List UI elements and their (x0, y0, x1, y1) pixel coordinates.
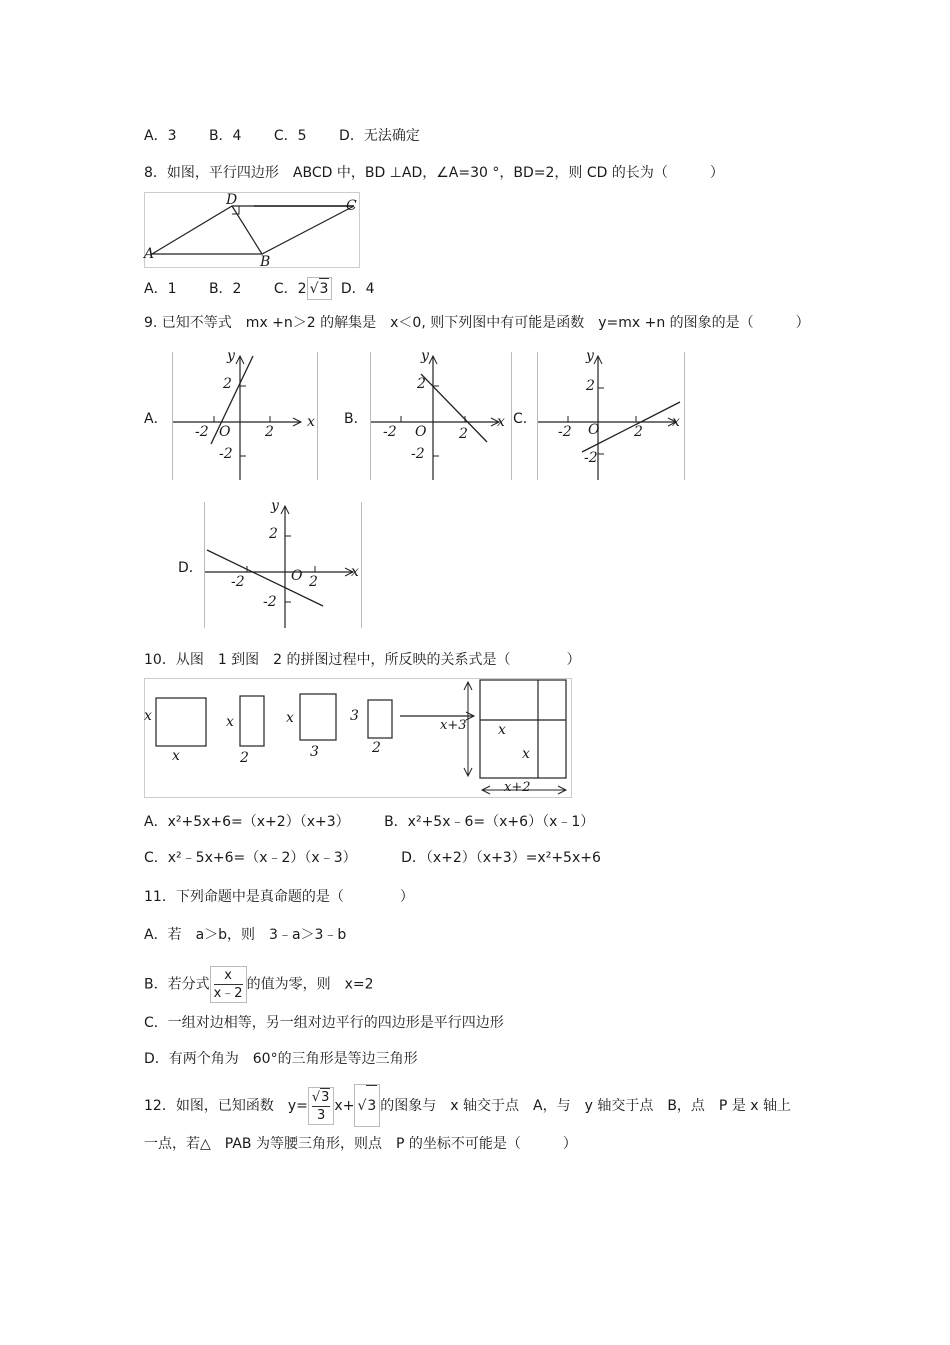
graph-a-line (211, 356, 253, 444)
q10-tiling-figure (144, 678, 572, 798)
point-a-label: A (144, 246, 155, 262)
q8-parallelogram-figure (144, 192, 360, 268)
q9-graph-a (172, 348, 318, 480)
rect1-side-label: x (226, 714, 234, 730)
q8-options (144, 277, 375, 300)
y-axis-label: y (227, 348, 235, 364)
graph-b-line (421, 374, 487, 442)
tick-x2-label: 2 (265, 424, 274, 440)
q7-option-c: C．5 (273, 128, 307, 144)
graph-d-axes (205, 502, 361, 628)
fraction-sqrt3-over-3: $\frac{√3}{3}$ (308, 1087, 335, 1125)
q9-option-a-label: A． (144, 411, 168, 427)
tick-yneg2-label: -2 (584, 450, 598, 466)
q10-options-row2 (144, 848, 601, 868)
tick-x2-label: 2 (309, 574, 318, 590)
q10-option-b: B．x²+5x﹣6=（x+6）（x﹣1） (384, 814, 595, 830)
width-label: x+2 (504, 780, 531, 795)
tick-xneg2-label: -2 (231, 574, 245, 590)
origin-label: O (415, 424, 427, 440)
tick-yneg2-label: -2 (263, 594, 277, 610)
q7-option-a: A．3 (144, 128, 177, 144)
q10-options-row1 (144, 812, 594, 832)
q11-option-c: C．一组对边相等，另一组对边平行的四边形是平行四边形 (144, 1015, 504, 1031)
q11-option-b: B．若分式 $\frac{x}{x﹣2}$ 的值为零，则 x=2 (144, 968, 374, 1001)
x-axis-label: x (672, 414, 680, 430)
x-axis-label: x (307, 414, 315, 430)
q8-question: 8．如图，平行四边形 ABCD 中，BD ⊥AD，∠A=30 °，BD=2，则 CD 的长为（ ） (144, 165, 724, 181)
tick-y2-label: 2 (586, 378, 595, 394)
point-b-label: B (260, 254, 271, 270)
q7-option-b: B．4 (208, 128, 242, 144)
tick-x2-label: 2 (459, 426, 468, 442)
q10-option-a: A．x²+5x+6=（x+2）（x+3） (144, 814, 350, 830)
point-c-label: C (346, 198, 357, 214)
origin-label: O (219, 424, 231, 440)
graph-c-axes (538, 352, 684, 480)
q9-option-b-label: B． (344, 411, 368, 427)
q11-option-a: A．若 a＞b，则 3﹣a＞3﹣b (144, 927, 347, 943)
tick-y2-label: 2 (417, 376, 426, 392)
tick-xneg2-label: -2 (558, 424, 572, 440)
tick-x2-label: 2 (634, 424, 643, 440)
q8-option-c: C．2 √3 (274, 281, 333, 297)
y-axis-label: y (421, 348, 429, 364)
q10-option-c: C．x²﹣5x+6=（x﹣2）（x﹣3） (144, 850, 357, 866)
q7-options (144, 126, 420, 146)
y-axis-label: y (271, 498, 279, 514)
rect3-bottom-label: 2 (372, 740, 381, 756)
q9-graph-c (537, 348, 685, 480)
q9-option-c-label: C． (513, 411, 537, 427)
y-axis-label: y (586, 348, 594, 364)
q7-option-d: D．无法确定 (339, 128, 420, 144)
origin-label: O (588, 422, 600, 438)
q8-option-a: A．1 (144, 281, 177, 297)
square-bottom-label: x (172, 748, 180, 764)
q12-question-line1: 12．如图，已知函数 y= $\frac{√3}{3}$ x+ √3 的图象与 x 轴交于点 A，与 y 轴交于点 B，点 P 是 x 轴上 (144, 1084, 791, 1127)
tick-y2-label: 2 (269, 526, 278, 542)
q9-question: 9. 已知不等式 mx +n＞2 的解集是 x＜0, 则下列图中有可能是函数 y=mx +n 的图象的是（ ） (144, 315, 810, 331)
tick-y2-label: 2 (223, 376, 232, 392)
graph-b-axes (371, 352, 511, 480)
q8-option-b: B．2 (208, 281, 242, 297)
rect2-side-label: x (286, 710, 294, 726)
tick-yneg2-label: -2 (219, 446, 233, 462)
tick-yneg2-label: -2 (411, 446, 425, 462)
rect3-side-label: 3 (350, 708, 359, 724)
q10-question: 10．从图 1 到图 2 的拼图过程中，所反映的关系式是（ ） (144, 652, 581, 668)
square-side-label: x (144, 708, 152, 724)
x-axis-label: x (351, 564, 359, 580)
height-label: x+3 (440, 718, 467, 733)
q9-option-d-label: D． (178, 560, 203, 576)
q8-option-d: D．4 (340, 281, 375, 297)
origin-label: O (291, 568, 303, 584)
tick-xneg2-label: -2 (383, 424, 397, 440)
rect2-bottom-label: 3 (310, 744, 319, 760)
q11-question: 11．下列命题中是真命题的是（ ） (144, 889, 414, 905)
x-axis-label: x (497, 414, 505, 430)
q10-option-d: D．（x+2）（x+3）=x²+5x+6 (401, 850, 601, 866)
tick-xneg2-label: -2 (195, 424, 209, 440)
q12-question-line2: 一点，若△ PAB 为等腰三角形，则点 P 的坐标不可能是（ ） (144, 1136, 577, 1152)
parallelogram-diagram (144, 192, 360, 268)
q11-option-d: D．有两个角为 60°的三角形是等边三角形 (144, 1051, 418, 1067)
point-d-label: D (226, 192, 238, 208)
inner-x-label: x (498, 722, 506, 738)
fraction-x-over-x-minus-2: $\frac{x}{x﹣2}$ (210, 966, 247, 1003)
inner-x2-label: x (522, 746, 530, 762)
q9-graph-b (370, 348, 512, 480)
graph-a-axes (173, 352, 317, 480)
rect1-bottom-label: 2 (240, 750, 249, 766)
q9-graph-d (204, 498, 362, 628)
